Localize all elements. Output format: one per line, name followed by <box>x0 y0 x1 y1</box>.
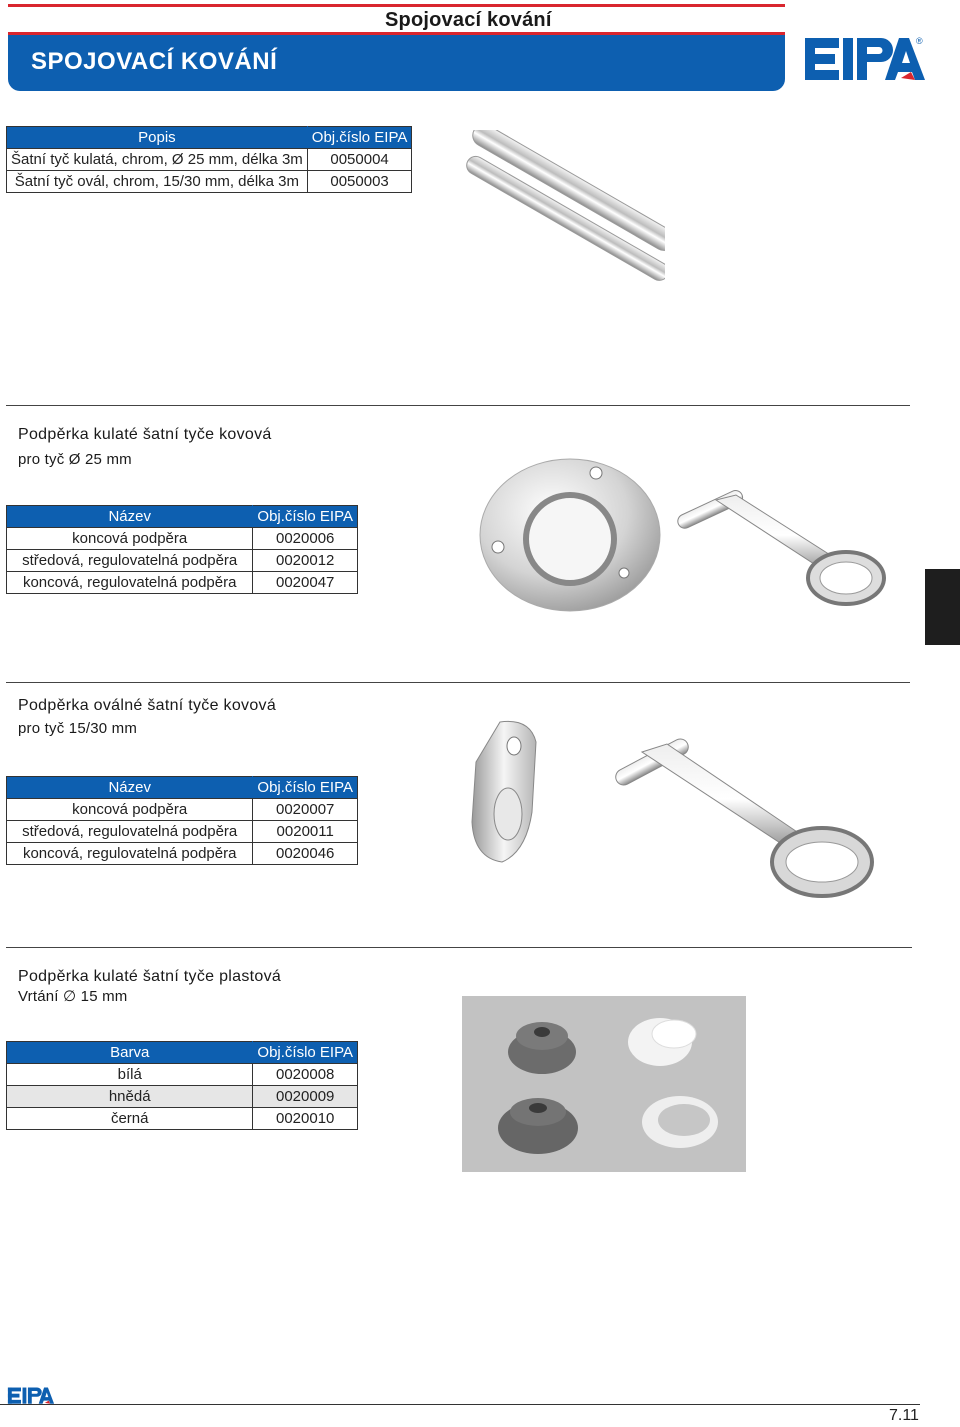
registered-mark: ® <box>916 36 923 46</box>
cell-order-number: 0050004 <box>307 149 412 171</box>
section-title: Podpěrka oválné šatní tyče kovová <box>18 697 277 714</box>
cell-order-number: 0020008 <box>253 1064 358 1086</box>
cell-order-number: 0020011 <box>253 821 358 843</box>
footer-divider <box>0 1404 920 1405</box>
page-number: 7.11 <box>889 1407 919 1424</box>
cell-description: Šatní tyč ovál, chrom, 15/30 mm, délka 3m <box>7 171 308 193</box>
oval-center-support-image <box>612 712 882 912</box>
table-oval-supports <box>6 776 358 865</box>
table-row <box>7 171 412 193</box>
cell-description: Šatní tyč kulatá, chrom, Ø 25 mm, délka 3m <box>7 149 308 171</box>
table-rods <box>6 126 412 193</box>
page-title: SPOJOVACÍ KOVÁNÍ <box>31 48 278 75</box>
column-header: Barva <box>7 1042 253 1064</box>
cell-order-number: 0020010 <box>253 1108 358 1130</box>
table-header-row <box>7 777 358 799</box>
table-row <box>7 1064 358 1086</box>
cell-name: koncová podpěra <box>7 528 253 550</box>
table-plastic-supports <box>6 1041 358 1130</box>
cell-name: koncová, regulovatelná podpěra <box>7 572 253 594</box>
cell-name: středová, regulovatelná podpěra <box>7 821 253 843</box>
cell-order-number: 0020006 <box>253 528 358 550</box>
oval-end-bracket-image <box>470 718 546 866</box>
column-header: Obj.číslo EIPA <box>307 127 412 149</box>
footer-eipa-logo <box>6 1386 56 1406</box>
column-header: Obj.číslo EIPA <box>253 1042 358 1064</box>
table-row <box>7 821 358 843</box>
cell-color: černá <box>7 1108 253 1130</box>
header-red-line <box>8 4 785 7</box>
cell-order-number: 0020007 <box>253 799 358 821</box>
table-header-row <box>7 506 358 528</box>
cell-name: středová, regulovatelná podpěra <box>7 550 253 572</box>
cell-name: koncová podpěra <box>7 799 253 821</box>
table-row <box>7 550 358 572</box>
section-divider <box>6 405 910 406</box>
table-row <box>7 1086 358 1108</box>
cell-order-number: 0020047 <box>253 572 358 594</box>
round-center-support-image <box>676 470 891 610</box>
table-row <box>7 843 358 865</box>
section-divider <box>6 682 910 683</box>
cell-name: koncová, regulovatelná podpěra <box>7 843 253 865</box>
cell-order-number: 0050003 <box>307 171 412 193</box>
table-row <box>7 799 358 821</box>
cell-order-number: 0020046 <box>253 843 358 865</box>
cell-order-number: 0020012 <box>253 550 358 572</box>
header-category-title: Spojovací kování <box>385 9 552 31</box>
section-subtitle: pro tyč Ø 25 mm <box>18 451 132 468</box>
chrome-rods-image <box>455 130 665 305</box>
table-header-row <box>7 127 412 149</box>
section-divider <box>6 947 912 948</box>
plastic-supports-image <box>462 996 746 1172</box>
table-row <box>7 149 412 171</box>
table-header-row <box>7 1042 358 1064</box>
column-header: Obj.číslo EIPA <box>253 777 358 799</box>
section-subtitle: pro tyč 15/30 mm <box>18 720 138 737</box>
round-flange-image <box>478 455 664 615</box>
table-round-supports <box>6 505 358 594</box>
section-subtitle: Vrtání ∅ 15 mm <box>18 988 128 1005</box>
column-header: Název <box>7 506 253 528</box>
column-header: Popis <box>7 127 308 149</box>
chapter-side-tab <box>925 569 960 645</box>
cell-color: bílá <box>7 1064 253 1086</box>
table-row <box>7 572 358 594</box>
table-row <box>7 1108 358 1130</box>
section-title: Podpěrka kulaté šatní tyče kovová <box>18 426 272 443</box>
section-title: Podpěrka kulaté šatní tyče plastová <box>18 968 282 985</box>
eipa-logo <box>803 34 927 86</box>
cell-color: hnědá <box>7 1086 253 1108</box>
table-row <box>7 528 358 550</box>
column-header: Obj.číslo EIPA <box>253 506 358 528</box>
column-header: Název <box>7 777 253 799</box>
cell-order-number: 0020009 <box>253 1086 358 1108</box>
